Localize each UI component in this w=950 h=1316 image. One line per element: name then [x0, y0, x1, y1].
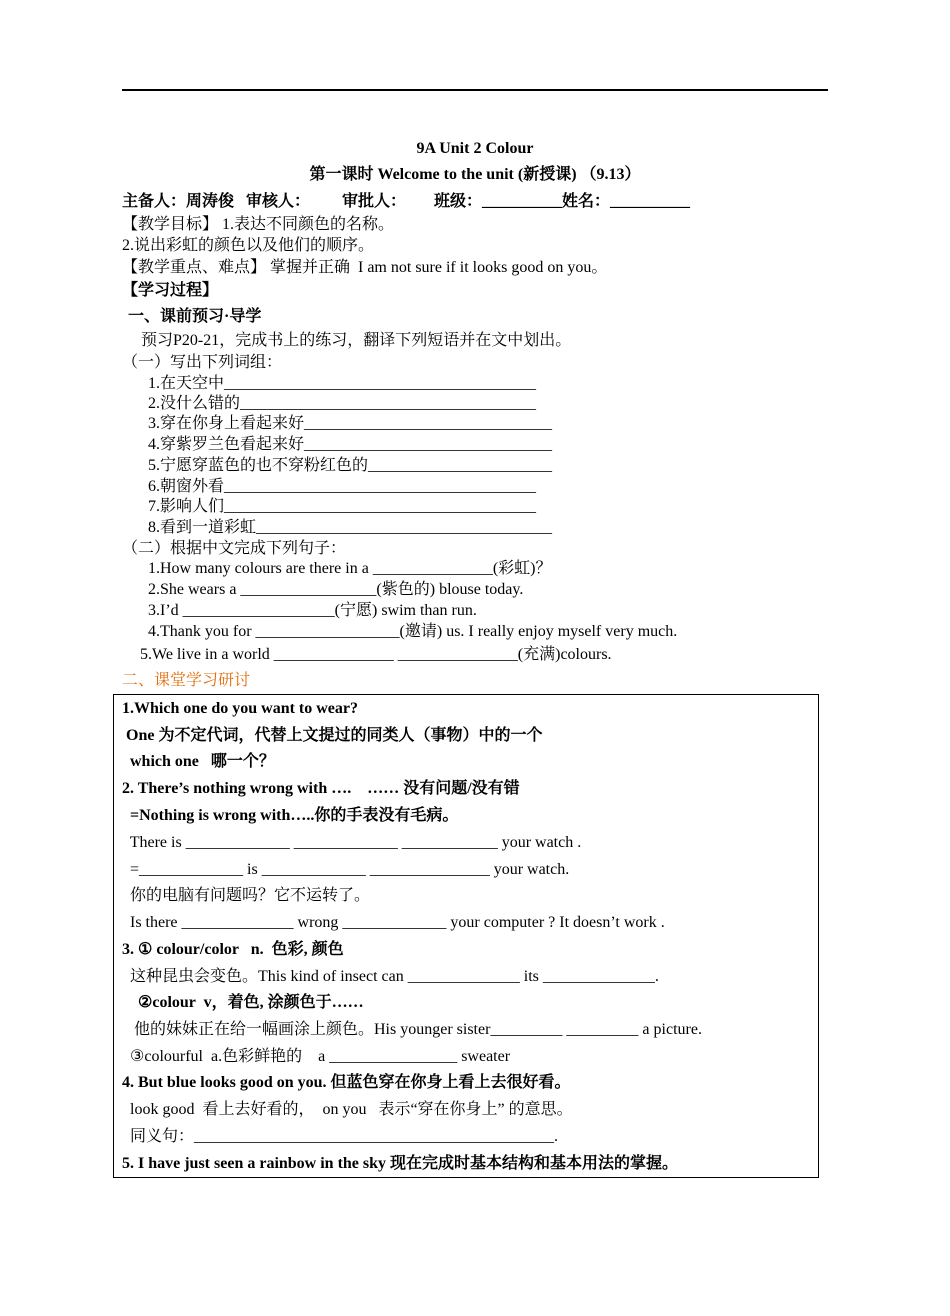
- study-line: 1.Which one do you want to wear?: [122, 700, 359, 717]
- study-line: 4. But blue looks good on you. 但蓝色穿在你身上看上去很好看。: [122, 1074, 571, 1091]
- study-line: 同义句：_____________________________________________.: [122, 1128, 559, 1145]
- section1-heading: 一、课前预习·导学: [128, 308, 262, 325]
- sentence-item: 5.We live in a world _______________ _______________(充满)colours.: [140, 646, 612, 663]
- study-line: =Nothing is wrong with…..你的手表没有毛病。: [122, 807, 459, 824]
- study-line: Is there ______________ wrong _____________ your computer ? It doesn’t work .: [122, 914, 665, 931]
- doc-title: 9A Unit 2 Colour: [416, 140, 534, 157]
- header-rule: [122, 89, 828, 91]
- part2-title: （二）根据中文完成下列句子：: [122, 540, 347, 557]
- sentence-item: 4.Thank you for __________________(邀请) us. I really enjoy myself very much.: [148, 623, 678, 640]
- study-line: which one 哪一个？: [122, 753, 275, 770]
- part1-title: （一）写出下列词组：: [122, 354, 283, 371]
- section2-heading: 二、课堂学习研讨: [122, 672, 251, 689]
- study-line: ③colourful a.色彩鲜艳的 a ________________ sweater: [122, 1048, 511, 1065]
- phrase-item: 2.没什么错的_____________________________________: [148, 395, 537, 412]
- study-line: 3. ① colour/color n. 色彩, 颜色: [122, 941, 344, 958]
- key-points: 【教学重点、难点】 掌握并正确 I am not sure if it looks good on you。: [122, 259, 608, 276]
- staff-info-line: 主备人：周涛俊 审核人： 审批人： 班级：__________姓名：__________: [122, 193, 691, 210]
- study-line: 他的妹妹正在给一幅画涂上颜色。His younger sister_________ _________ a picture.: [122, 1021, 702, 1038]
- phrase-item: 1.在天空中_______________________________________: [148, 375, 537, 392]
- lesson-subtitle: 第一课时 Welcome to the unit (新授课) （9.13）: [309, 166, 641, 183]
- study-line: There is _____________ _____________ ____________ your watch .: [122, 834, 582, 851]
- study-line: =_____________ is _____________ _______________ your watch.: [122, 861, 570, 878]
- phrase-item: 3.穿在你身上看起来好_______________________________: [148, 415, 553, 432]
- sentence-item: 2.She wears a _________________(紫色的) blouse today.: [148, 581, 524, 598]
- study-line: 你的电脑有问题吗？它不运转了。: [122, 887, 371, 904]
- phrase-item: 4.穿紫罗兰色看起来好_______________________________: [148, 436, 553, 453]
- study-line: 5. I have just seen a rainbow in the sky 现在完成时基本结构和基本用法的掌握。: [122, 1155, 679, 1172]
- study-line: ②colour v，着色, 涂颜色于……: [122, 994, 364, 1011]
- learning-process-heading: 【学习过程】: [122, 282, 219, 299]
- study-line: One 为不定代词，代替上文提过的同类人（事物）中的一个: [122, 727, 543, 744]
- phrase-item: 5.宁愿穿蓝色的也不穿粉红色的_______________________: [148, 457, 553, 474]
- phrase-item: 6.朝窗外看_______________________________________: [148, 478, 537, 495]
- sentence-item: 3.I’d ___________________(宁愿) swim than run.: [148, 602, 477, 619]
- study-line: look good 看上去好看的， on you 表示“穿在你身上” 的意思。: [122, 1101, 573, 1118]
- teaching-objective-2: 2.说出彩虹的颜色以及他们的顺序。: [122, 237, 375, 254]
- phrase-item: 8.看到一道彩虹_____________________________________: [148, 519, 553, 536]
- section1-intro: 预习P20-21，完成书上的练习，翻译下列短语并在文中划出。: [141, 332, 572, 349]
- teaching-objective-1: 【教学目标】 1.表达不同颜色的名称。: [122, 216, 395, 233]
- phrase-item: 7.影响人们_______________________________________: [148, 498, 537, 515]
- study-line: 2. There’s nothing wrong with …. …… 没有问题/没有错: [122, 780, 520, 797]
- sentence-item: 1.How many colours are there in a _______________(彩虹)？: [148, 560, 552, 577]
- study-line: 这种昆虫会变色。This kind of insect can ______________ its ______________.: [122, 968, 659, 985]
